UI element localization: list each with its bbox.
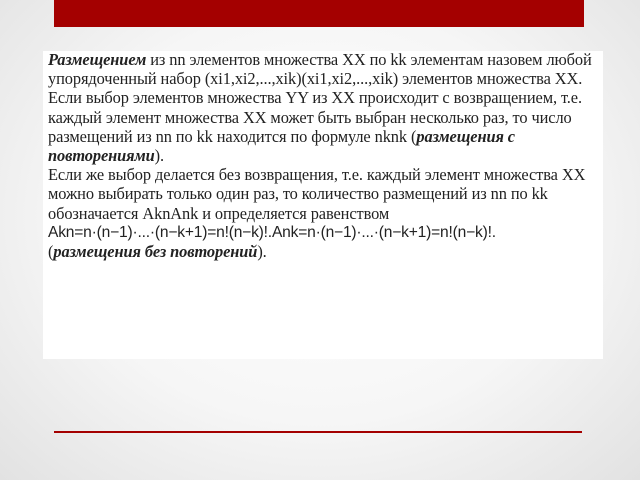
definition-paragraph xyxy=(48,50,600,88)
without-repetition-paragraph xyxy=(48,165,600,223)
formula-line: Akn=n·(n−1)·...·(n−k+1)=n!(n−k)!.Ank=n·(n−1)·...·(n−k+1)=n!(n−k)!. xyxy=(48,223,496,241)
with-repetition-tail: ). xyxy=(154,146,164,166)
with-repetition-text: Если выбор элементов множества YY из XX происходит с возвращением, т.е. каждый элемент множества XX может быть выбран несколько раз, то число размещений из nn по kk находится по формуле nknk ( xyxy=(48,88,582,146)
with-repetition-paragraph xyxy=(48,88,600,165)
without-repetition-text: Если же выбор делается без возвращения, т.е. каждый элемент множества XX можно выбирать только один раз, то количество размещений из nn по kk обозначается AknAnk и определяется равенством xyxy=(48,165,586,223)
bottom-accent-line xyxy=(54,431,582,433)
without-repetition-term: размещения без повторений xyxy=(53,242,258,262)
slide-text xyxy=(48,50,600,261)
note-close-paren: ). xyxy=(257,242,267,262)
without-repetition-note xyxy=(48,242,600,261)
definition-text: из nn элементов множества XX по kk элементам назовем любой упорядоченный набор (xi1,xi2,...,xik)(xi1,xi2,...,xik) элементов множества XX. xyxy=(48,50,592,89)
with-repetition-term: размещения с повторениями xyxy=(48,126,515,166)
definition-term: Размещением xyxy=(48,50,147,69)
note-open-paren: ( xyxy=(48,242,54,262)
top-accent-bar xyxy=(54,0,584,27)
